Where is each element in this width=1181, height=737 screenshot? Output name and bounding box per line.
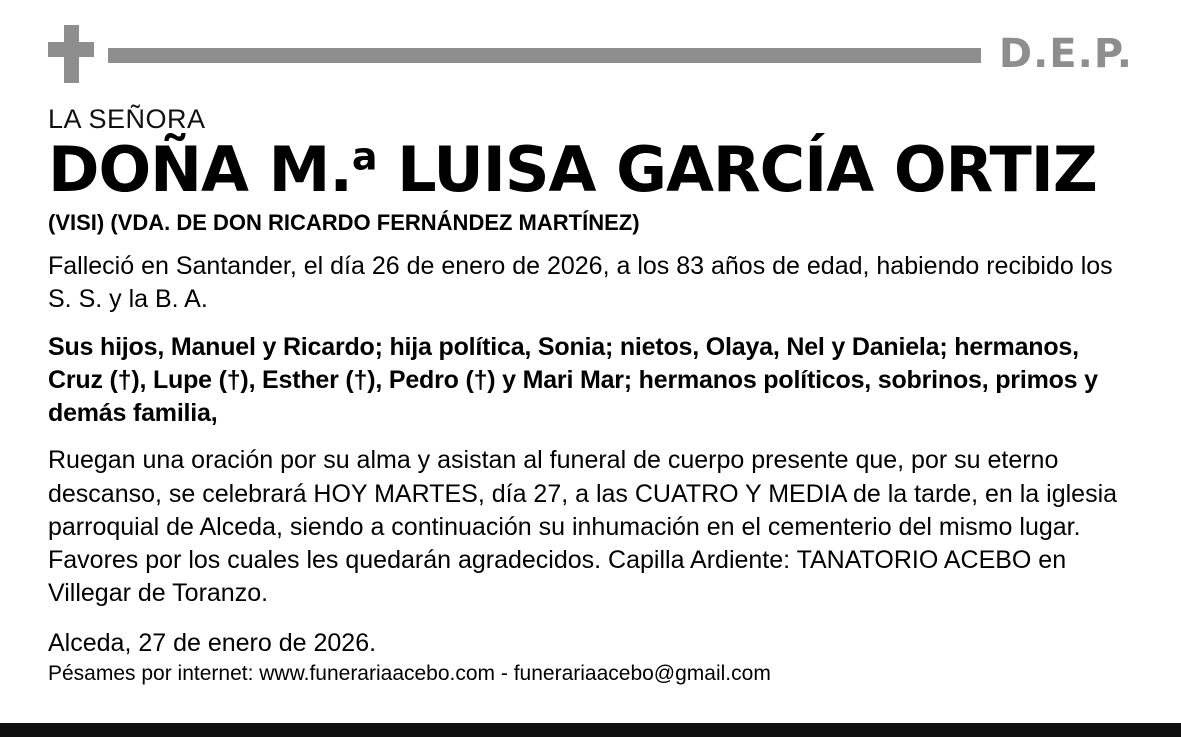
deceased-name-superscript: a: [351, 134, 377, 179]
death-details: Falleció en Santander, el día 26 de enero de 2026, a los 83 años de edad, habiendo recibido los S. S. y la B. A.: [48, 252, 1113, 314]
deceased-name: [48, 133, 1133, 206]
deceased-name-part2: LUISA GARCÍA ORTIZ: [376, 133, 1097, 206]
header-rule: [108, 48, 981, 63]
funeral-details: Ruegan una oración por su alma y asistan al funeral de cuerpo presente que, por su eterno descanso, se celebrará HOY MARTES, día 27, a las CUATRO Y MEDIA de la tarde, en la iglesia parroquial de Alceda, siendo a continuación su inhumación en el cementerio del mismo lugar. Favores por los cuales les quedarán agradecidos. Capilla Ardiente: TANATORIO ACEBO en Villegar de Toranzo.: [48, 446, 1118, 608]
condolences-contact: Pésames por internet: www.funerariaacebo.com - funerariaacebo@gmail.com: [48, 661, 771, 685]
header-band: [0, 0, 1181, 78]
family-members: Sus hijos, Manuel y Ricardo; hija política, Sonia; nietos, Olaya, Nel y Daniela; hermanos, Cruz (†), Lupe (†), Esther (†), Pedro (†) y Mari Mar; hermanos políticos, sobrinos, primos y demás familia,: [48, 332, 1098, 428]
honorific-label: LA SEÑORA: [48, 104, 206, 134]
place-and-date: Alceda, 27 de enero de 2026.: [48, 628, 377, 657]
deceased-name-part1: DOÑA M.: [48, 133, 352, 206]
cross-icon: [48, 25, 94, 83]
notice-content: [0, 78, 1181, 686]
dep-label: D.E.P.: [998, 31, 1133, 77]
deceased-alias-widow-line: (VISI) (VDA. DE DON RICARDO FERNÁNDEZ MARTÍNEZ): [48, 210, 640, 236]
